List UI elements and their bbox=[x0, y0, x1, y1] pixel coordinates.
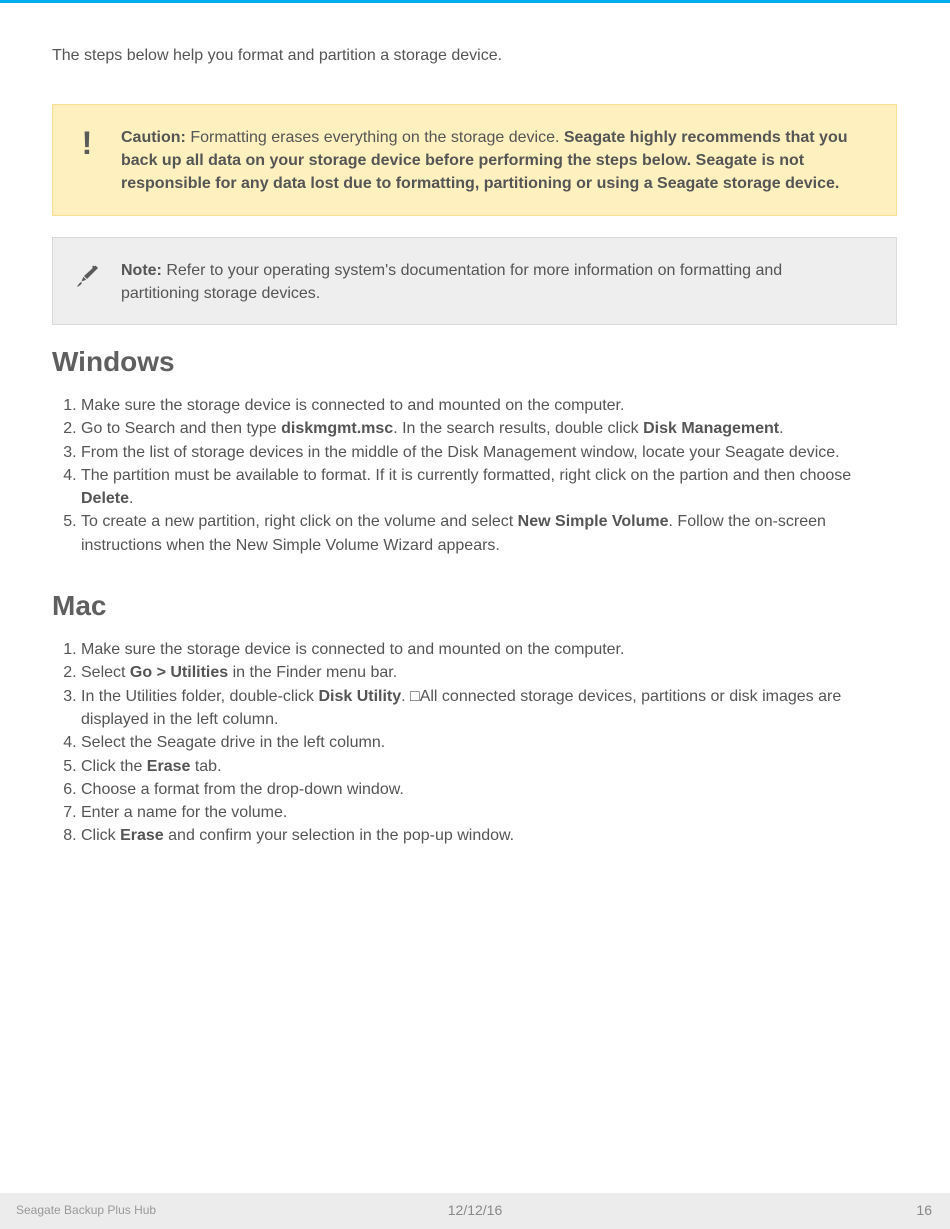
list-item: 1. Make sure the storage device is connected to and mounted on the computer. bbox=[81, 394, 897, 417]
list-item: 1. Make sure the storage device is connected to and mounted on the computer. bbox=[81, 638, 897, 661]
caution-text bbox=[121, 126, 856, 195]
list-item: 5. Click the Erase tab. bbox=[81, 755, 897, 778]
note-callout bbox=[52, 237, 897, 325]
note-label: Note: bbox=[121, 262, 162, 279]
footer-date: 12/12/16 bbox=[447, 1202, 503, 1218]
list-item: 7. Enter a name for the volume. bbox=[81, 801, 897, 824]
caution-emphasis: Seagate highly recommends that you back up all data on your storage device before performing the steps below. Seagate is not responsible for any data lost due to formatting, partitioning or using a Seagate storage device. bbox=[121, 129, 848, 192]
footer-page-number: 16 bbox=[916, 1202, 932, 1218]
list-item: 6. Choose a format from the drop-down window. bbox=[81, 778, 897, 801]
list-item: 4. The partition must be available to format. If it is currently formatted, right click on the partion and then choose Delete. bbox=[81, 464, 897, 511]
list-item: 3. In the Utilities folder, double-click Disk Utility. □All connected storage devices, partitions or disk images are displayed in the left column. bbox=[81, 685, 897, 732]
top-accent-rule bbox=[0, 0, 950, 3]
windows-heading: Windows bbox=[52, 346, 175, 377]
caution-body: Formatting erases everything on the storage device. bbox=[185, 129, 564, 146]
footer-doc-title: Seagate Backup Plus Hub bbox=[16, 1203, 157, 1217]
list-item: 4. Select the Seagate drive in the left column. bbox=[81, 731, 897, 754]
note-body: Refer to your operating system's documentation for more information on formatting and partitioning storage devices. bbox=[121, 262, 783, 302]
windows-steps-list bbox=[52, 394, 897, 557]
note-text bbox=[121, 259, 856, 305]
mac-heading: Mac bbox=[52, 590, 107, 622]
pencil-icon bbox=[69, 258, 105, 294]
exclamation-icon: ! bbox=[81, 125, 93, 161]
page-footer bbox=[0, 1193, 950, 1229]
list-item: 2. Go to Search and then type diskmgmt.msc. In the search results, double click Disk Management. bbox=[81, 417, 897, 440]
document-body bbox=[52, 44, 897, 848]
list-item: 5. To create a new partition, right click on the volume and select New Simple Volume. Follow the on-screen instructions when the New Simple Volume Wizard appears. bbox=[81, 510, 897, 557]
mac-steps-list bbox=[52, 638, 897, 848]
list-item: 3. From the list of storage devices in the middle of the Disk Management window, locate your Seagate device. bbox=[81, 441, 897, 464]
caution-callout bbox=[52, 104, 897, 216]
list-item: 8. Click Erase and confirm your selection in the pop-up window. bbox=[81, 824, 897, 847]
list-item: 2. Select Go > Utilities in the Finder menu bar. bbox=[81, 661, 897, 684]
intro-text: The steps below help you format and partition a storage device. bbox=[52, 47, 503, 64]
caution-label: Caution: bbox=[121, 129, 186, 146]
